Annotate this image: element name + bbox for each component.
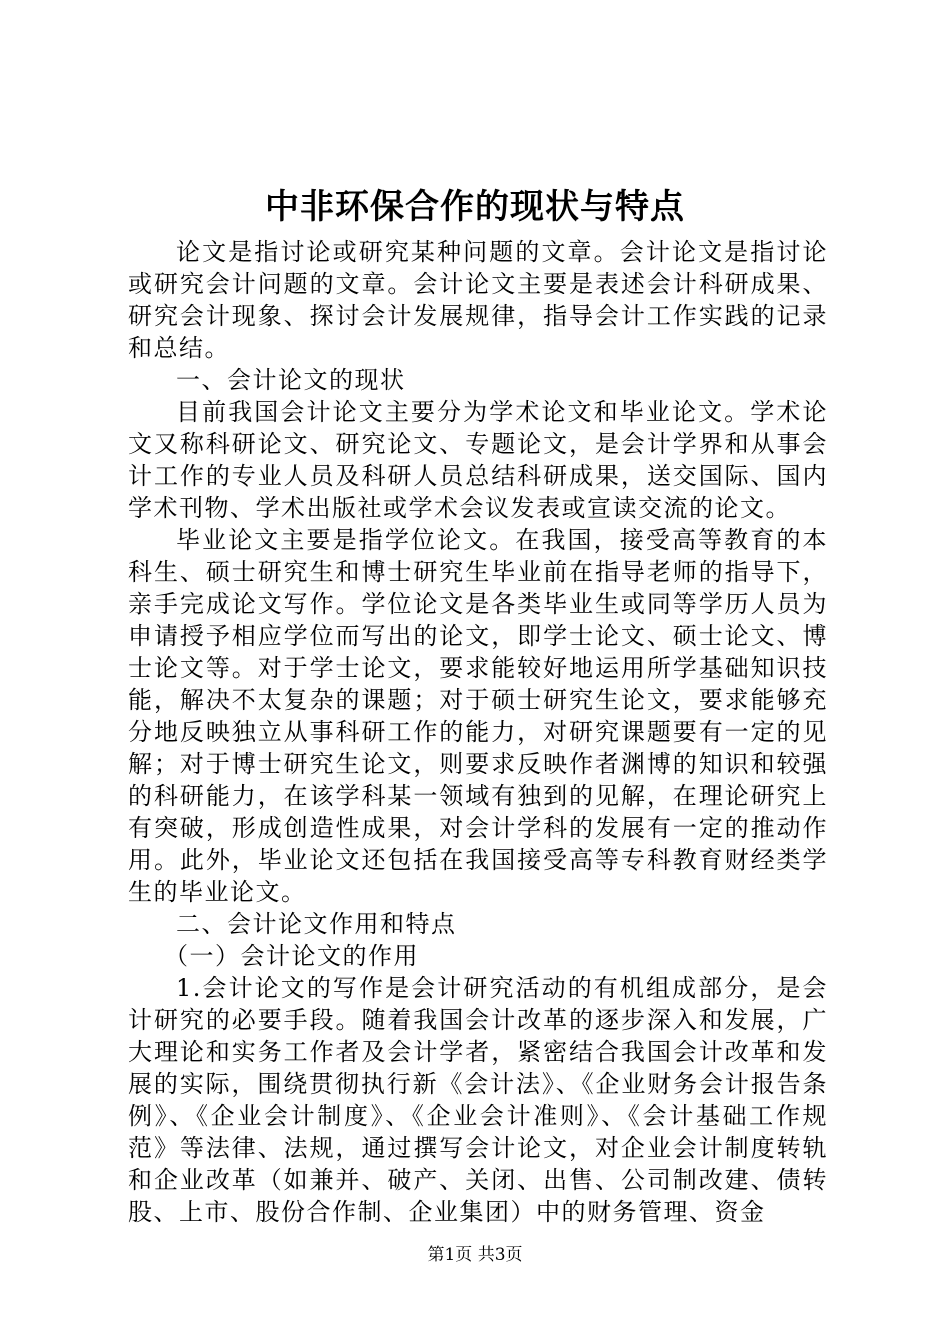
paragraph-graduation-papers: 毕业论文主要是指学位论文。在我国，接受高等教育的本科生、硕士研究生和博士研究生毕业前在指导老师的指导下，亲手完成论文写作。学位论文是各类毕业生或同等学历人员为申请授予相应学位而写出的论文，即学士论文、硕士论文、博士论文等。对于学士论文，要求能较好地运用所学基础知识技能，解决不太复杂的课题；对于硕士研究生论文，要求能够充分地反映独立从事科研工作的能力，对研究课题要有一定的见解；对于博士研究生论文，则要求反映作者渊博的知识和较强的科研能力，在该学科某一领域有独到的见解，在理论研究上有突破，形成创造性成果，对会计学科的发展有一定的推动作用。此外，毕业论文还包括在我国接受高等专科教育财经类学生的毕业论文。 xyxy=(128,526,828,906)
section-heading-role-features: 二、会计论文作用和特点 xyxy=(176,910,457,938)
document-body xyxy=(128,236,828,1228)
page-number-footer: 第1页 共3页 xyxy=(427,1245,523,1265)
section-heading-status: 一、会计论文的现状 xyxy=(176,366,406,394)
subsection-heading-role: （一）会计论文的作用 xyxy=(164,942,419,970)
paragraph-intro: 论文是指讨论或研究某种问题的文章。会计论文是指讨论或研究会计问题的文章。会计论文主要是表述会计科研成果、研究会计现象、探讨会计发展规律，指导会计工作实践的记录和总结。 xyxy=(128,238,828,362)
paragraph-point-1: 1.会计论文的写作是会计研究活动的有机组成部分，是会计研究的必要手段。随着我国会计改革的逐步深入和发展，广大理论和实务工作者及会计学者，紧密结合我国会计改革和发展的实际，围绕贯彻执行新《会计法》、《企业财务会计报告条例》、《企业会计制度》、《企业会计准则》、《会计基础工作规范》等法律、法规，通过撰写会计论文，对企业会计制度转轨和企业改革（如兼并、破产、关闭、出售、公司制改建、债转股、上市、股份合作制、企业集团）中的财务管理、资金 xyxy=(128,974,828,1226)
document-title: 中非环保合作的现状与特点 xyxy=(265,187,685,227)
paragraph-academic-papers: 目前我国会计论文主要分为学术论文和毕业论文。学术论文又称科研论文、研究论文、专题论文，是会计学界和从事会计工作的专业人员及科研人员总结科研成果，送交国际、国内学术刊物、学术出版社或学术会议发表或宣读交流的论文。 xyxy=(128,398,828,522)
